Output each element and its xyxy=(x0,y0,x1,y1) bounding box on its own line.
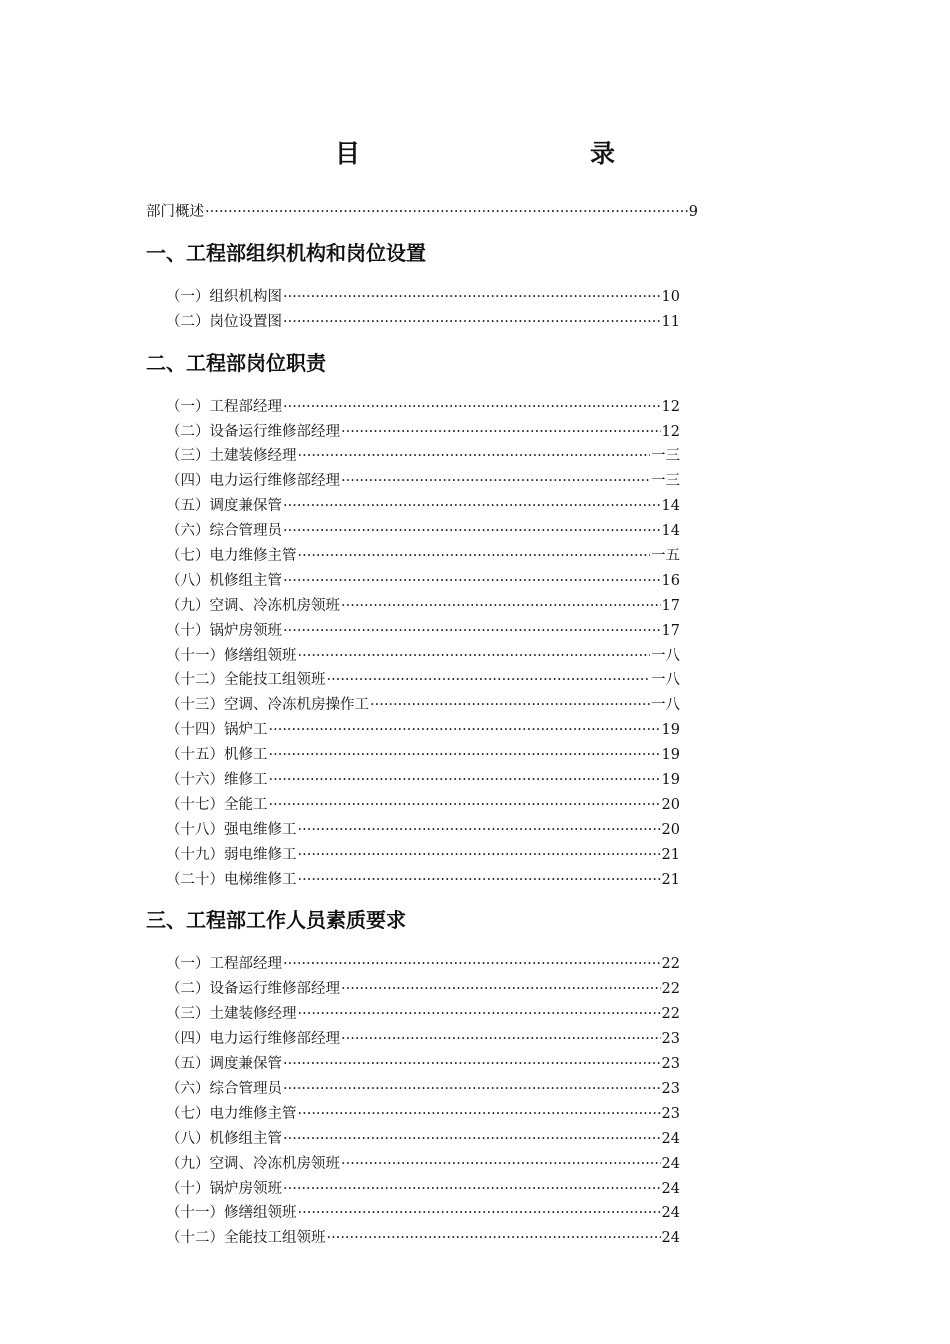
dot-leader xyxy=(341,1031,661,1047)
toc-entry[interactable] xyxy=(146,768,680,793)
dot-leader xyxy=(298,1106,661,1122)
dot-leader xyxy=(341,598,661,614)
toc-entry-page: 24 xyxy=(661,1205,680,1222)
toc-entry-label: （八）机修组主管 xyxy=(166,572,282,589)
toc-entry-label: （八）机修组主管 xyxy=(166,1130,282,1147)
toc-entry-page: 23 xyxy=(661,1031,680,1048)
toc-entry[interactable] xyxy=(146,843,680,868)
toc-entry[interactable] xyxy=(146,420,680,445)
toc-entry[interactable] xyxy=(146,644,680,669)
dot-leader xyxy=(283,1181,661,1197)
toc-entry-page: 17 xyxy=(661,622,680,639)
toc-entry-label: （一）组织机构图 xyxy=(166,288,282,305)
toc-entry-label: （六）综合管理员 xyxy=(166,523,282,540)
toc-entry-label: （三）土建装修经理 xyxy=(166,1006,297,1023)
dot-leader xyxy=(283,523,661,539)
toc-entry-label: （五）调度兼保管 xyxy=(166,498,282,515)
toc-entry[interactable] xyxy=(146,952,680,977)
toc-entry[interactable] xyxy=(146,310,680,335)
toc-entry[interactable] xyxy=(146,285,680,310)
toc-entry[interactable] xyxy=(146,1201,680,1226)
toc-entry[interactable] xyxy=(146,1177,680,1202)
toc-entry-page: 10 xyxy=(661,288,680,305)
toc-entry-page: 一八 xyxy=(651,697,680,714)
toc-entry-page: 17 xyxy=(661,597,680,614)
toc-entry-label: （一）工程部经理 xyxy=(166,956,282,973)
toc-entry-label: （九）空调、冷冻机房领班 xyxy=(166,1155,340,1172)
section-heading[interactable]: 三、工程部工作人员素质要求 xyxy=(146,908,406,933)
toc-entry[interactable] xyxy=(146,1052,680,1077)
toc-entry-label: （十三）空调、冷冻机房操作工 xyxy=(166,697,369,714)
toc-entry[interactable] xyxy=(146,544,680,569)
toc-entry-page: 23 xyxy=(661,1080,680,1097)
toc-entry[interactable] xyxy=(146,818,680,843)
toc-entry-page: 24 xyxy=(661,1155,680,1172)
toc-entry-label: 部门概述 xyxy=(146,204,204,220)
toc-entry-label: （四）电力运行维修部经理 xyxy=(166,473,340,490)
toc-entry[interactable] xyxy=(146,868,680,893)
dot-leader xyxy=(283,399,661,415)
toc-entry-overview[interactable] xyxy=(146,200,698,225)
toc-entry[interactable] xyxy=(146,594,680,619)
toc-entry-page: 12 xyxy=(661,423,680,440)
toc-entry-label: （五）调度兼保管 xyxy=(166,1056,282,1073)
toc-entry[interactable] xyxy=(146,793,680,818)
dot-leader xyxy=(283,1131,661,1147)
toc-entry[interactable] xyxy=(146,1127,680,1152)
toc-entry-label: （二）设备运行维修部经理 xyxy=(166,981,340,998)
dot-leader xyxy=(298,648,651,664)
toc-entry[interactable] xyxy=(146,693,680,718)
dot-leader xyxy=(269,797,661,813)
dot-leader xyxy=(283,573,661,589)
toc-entry[interactable] xyxy=(146,494,680,519)
toc-entry-page: 12 xyxy=(661,398,680,415)
toc-entry-label: （九）空调、冷冻机房领班 xyxy=(166,597,340,614)
section-heading[interactable]: 二、工程部岗位职责 xyxy=(146,350,326,375)
toc-entry[interactable] xyxy=(146,977,680,1002)
dot-leader xyxy=(269,772,661,788)
dot-leader xyxy=(283,1081,661,1097)
dot-leader xyxy=(298,1006,661,1022)
toc-entry-label: （七）电力维修主管 xyxy=(166,1105,297,1122)
toc-entry-page: 11 xyxy=(661,313,680,330)
dot-leader xyxy=(341,981,661,997)
toc-entry-page: 22 xyxy=(661,1006,680,1023)
toc-entry-page: 一五 xyxy=(651,548,680,565)
toc-entry-page: 一八 xyxy=(651,647,680,664)
toc-entry-label: （二）设备运行维修部经理 xyxy=(166,423,340,440)
toc-entry[interactable] xyxy=(146,1226,680,1251)
dot-leader xyxy=(283,956,661,972)
toc-entry-label: （十九）弱电维修工 xyxy=(166,846,297,863)
dot-leader xyxy=(327,672,651,688)
toc-entry-page: 16 xyxy=(661,572,680,589)
toc-entry-page: 21 xyxy=(661,871,680,888)
toc-title: 目 录 xyxy=(334,139,675,168)
dot-leader xyxy=(327,1230,661,1246)
toc-entry-page: 19 xyxy=(661,747,680,764)
dot-leader xyxy=(341,1156,661,1172)
dot-leader xyxy=(298,822,661,838)
toc-entry-page: 24 xyxy=(661,1130,680,1147)
toc-entry-page: 20 xyxy=(661,796,680,813)
toc-entry[interactable] xyxy=(146,1102,680,1127)
toc-entry-page: 23 xyxy=(661,1056,680,1073)
toc-entry-page: 19 xyxy=(661,772,680,789)
toc-entry-page: 一三 xyxy=(651,448,680,465)
toc-entry-label: （十六）维修工 xyxy=(166,772,268,789)
dot-leader xyxy=(341,424,661,440)
toc-entry-page: 24 xyxy=(661,1180,680,1197)
toc-entry-page: 22 xyxy=(661,981,680,998)
section-heading[interactable]: 一、工程部组织机构和岗位设置 xyxy=(146,240,426,265)
toc-entry-label: （十一）修缮组领班 xyxy=(166,1205,297,1222)
dot-leader xyxy=(298,1205,661,1221)
toc-entry-page: 20 xyxy=(661,821,680,838)
toc-entry-label: （十）锅炉房领班 xyxy=(166,1180,282,1197)
dot-leader xyxy=(269,722,661,738)
toc-entry-label: （十二）全能技工组领班 xyxy=(166,672,326,689)
toc-sections xyxy=(146,237,698,1251)
toc-entry-page: 9 xyxy=(688,204,698,220)
toc-entry[interactable] xyxy=(146,395,680,420)
toc-entry-label: （十七）全能工 xyxy=(166,796,268,813)
toc-entry-label: （二十）电梯维修工 xyxy=(166,871,297,888)
toc-entry-label: （十五）机修工 xyxy=(166,747,268,764)
toc-entry[interactable] xyxy=(146,668,680,693)
toc-entry-label: （二）岗位设置图 xyxy=(166,313,282,330)
dot-leader xyxy=(269,747,661,763)
dot-leader xyxy=(283,1056,661,1072)
toc-entry-label: （四）电力运行维修部经理 xyxy=(166,1031,340,1048)
toc-entry[interactable] xyxy=(146,519,680,544)
toc-entry[interactable] xyxy=(146,444,680,469)
toc-entry-page: 14 xyxy=(661,498,680,515)
toc-entry[interactable] xyxy=(146,569,680,594)
toc-entry[interactable] xyxy=(146,1027,680,1052)
dot-leader xyxy=(298,872,661,888)
dot-leader xyxy=(298,448,651,464)
toc-entry[interactable] xyxy=(146,718,680,743)
dot-leader xyxy=(298,548,651,564)
toc-entry-label: （十）锅炉房领班 xyxy=(166,622,282,639)
dot-leader xyxy=(370,697,650,713)
toc-entry-label: （一）工程部经理 xyxy=(166,398,282,415)
dot-leader xyxy=(283,623,661,639)
toc-entry[interactable] xyxy=(146,1152,680,1177)
dot-leader xyxy=(283,498,661,514)
toc-entry[interactable] xyxy=(146,619,680,644)
toc-entry[interactable] xyxy=(146,469,680,494)
toc-entry-label: （三）土建装修经理 xyxy=(166,448,297,465)
toc-entry-label: （十一）修缮组领班 xyxy=(166,647,297,664)
toc-entry-page: 24 xyxy=(661,1230,680,1247)
dot-leader xyxy=(283,314,661,330)
dot-leader xyxy=(205,204,688,220)
toc-entry-page: 19 xyxy=(661,722,680,739)
dot-leader xyxy=(283,289,661,305)
toc-entry-label: （六）综合管理员 xyxy=(166,1080,282,1097)
toc-entry[interactable] xyxy=(146,1077,680,1102)
dot-leader xyxy=(298,847,661,863)
toc-entry[interactable] xyxy=(146,1002,680,1027)
toc-entry-label: （十四）锅炉工 xyxy=(166,722,268,739)
toc-entry-page: 一八 xyxy=(651,672,680,689)
toc-entry-label: （七）电力维修主管 xyxy=(166,548,297,565)
toc-entry-page: 14 xyxy=(661,523,680,540)
table-of-contents xyxy=(146,200,698,1251)
toc-entry-page: 一三 xyxy=(651,473,680,490)
toc-entry-label: （十二）全能技工组领班 xyxy=(166,1230,326,1247)
toc-entry-page: 22 xyxy=(661,956,680,973)
toc-entry-page: 21 xyxy=(661,846,680,863)
toc-entry-label: （十八）强电维修工 xyxy=(166,821,297,838)
toc-entry[interactable] xyxy=(146,743,680,768)
dot-leader xyxy=(341,473,650,489)
toc-entry-page: 23 xyxy=(661,1105,680,1122)
